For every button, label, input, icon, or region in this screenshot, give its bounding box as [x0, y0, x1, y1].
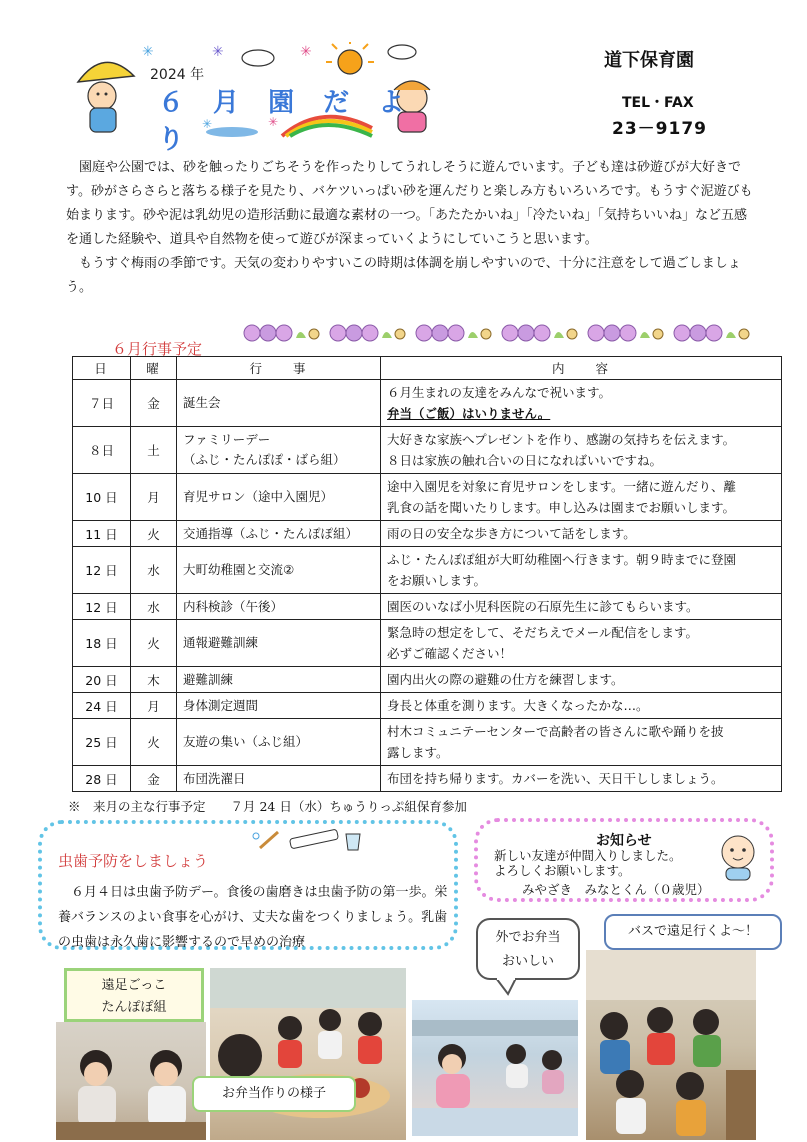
- event-line-1: 避難訓練: [183, 671, 234, 687]
- content-line-1: 雨の日の安全な歩き方について話をします。: [387, 526, 636, 541]
- svg-text:✳: ✳: [212, 44, 224, 60]
- cell-content: [381, 427, 782, 474]
- cell-content: [381, 693, 782, 719]
- cell-weekday: 水: [131, 547, 177, 594]
- event-line-1: 内科検診（午後）: [183, 598, 284, 614]
- content-line-1: 途中入園児を対象に育児サロンをします。一緒に遊んだり、離: [387, 479, 737, 494]
- cell-weekday: 金: [131, 380, 177, 427]
- cell-day: 18 日: [73, 620, 131, 667]
- content-line-2: 弁当（ご飯）はいりません。: [387, 406, 551, 421]
- cell-day: ８日: [73, 427, 131, 474]
- content-line-1: ふじ・たんぽぽ組が大町幼稚園へ行きます。朝９時までに登園: [387, 552, 737, 567]
- photo-bus-trip: [586, 950, 756, 1140]
- cell-event: [177, 766, 381, 792]
- svg-text:✳: ✳: [268, 115, 279, 129]
- cell-event: [177, 719, 381, 766]
- label-bento-making: お弁当作りの様子: [192, 1076, 356, 1112]
- notice-title: お知らせ: [596, 833, 652, 849]
- schedule-row: [73, 474, 782, 521]
- content-line-2: 露します。: [387, 745, 449, 760]
- cell-event: [177, 380, 381, 427]
- children-photo: [586, 950, 756, 1140]
- schedule-row: [73, 521, 782, 547]
- tel-fax-number: 23－9179: [612, 119, 707, 139]
- cell-event: [177, 427, 381, 474]
- speech-bubble-outside-bento: [476, 918, 580, 980]
- cell-event: [177, 547, 381, 594]
- event-line-1: 身体測定週間: [183, 697, 259, 713]
- schedule-row: [73, 667, 782, 693]
- cell-content: [381, 620, 782, 667]
- notice-sign: みやざき みなとくん（０歳児）: [522, 882, 710, 897]
- cell-content: [381, 766, 782, 792]
- cell-content: [381, 719, 782, 766]
- label-bus-trip: バスで遠足行くよ～！: [604, 914, 782, 950]
- intro-paragraph-1: 園庭や公園では、砂を触ったりごちそうを作ったりしてうれしそうに遊んでいます。子ども達は砂遊びが大好きです。砂がさらさらと落ちる様子を見たり、バケツいっぱい砂を運んだりと楽しみ方もいろいろです。もうすぐ泥遊びも始まります。砂や泥は乳幼児の造形活動に最適な素材の一つ。「あたたかいね」「冷たいね」「気持ちいいね」など五感を通した経験や、道具や自然物を使って遊びが深まっていくようにしていこうと思います。: [66, 160, 753, 247]
- toothbrush-icon: [246, 826, 366, 854]
- content-line-1: 村木コミュニテーセンターで高齢者の皆さんに歌や踊りを披: [387, 724, 724, 739]
- event-line-1: 交通指導（ふじ・たんぽぽ組）: [183, 525, 359, 541]
- schedule-row: [73, 766, 782, 792]
- cell-event: [177, 667, 381, 693]
- svg-text:✳: ✳: [142, 44, 154, 60]
- cell-content: [381, 667, 782, 693]
- content-line-2: 乳食の話を聞いたりします。申し込みは園までお願いします。: [387, 500, 736, 515]
- cell-weekday: 火: [131, 620, 177, 667]
- cell-event: [177, 521, 381, 547]
- header-content: 内 容: [381, 357, 782, 380]
- content-line-1: ６月生まれの友達をみんなで祝います。: [387, 385, 612, 400]
- event-line-1: 通報避難訓練: [183, 635, 259, 650]
- schedule-header-row: [73, 357, 782, 380]
- cell-weekday: 火: [131, 719, 177, 766]
- label-ensoku-line-2: たんぽぽ組: [101, 1000, 167, 1015]
- cell-day: 20 日: [73, 667, 131, 693]
- label-ensoku-gokko: [64, 968, 204, 1022]
- content-line-1: 布団を持ち帰ります。カバーを洗い、天日干ししましょう。: [387, 771, 724, 786]
- schedule-row: [73, 547, 782, 594]
- page-title: ６ 月 園 だ よ り: [158, 88, 415, 155]
- cell-content: [381, 380, 782, 427]
- notice-body: [494, 848, 682, 878]
- cell-weekday: 月: [131, 474, 177, 521]
- children-photo: [210, 968, 406, 1140]
- event-line-1: 誕生会: [183, 395, 221, 410]
- cell-weekday: 金: [131, 766, 177, 792]
- event-line-1: ファミリーデー: [183, 432, 271, 447]
- cell-content: [381, 474, 782, 521]
- flower-border-decoration: [238, 322, 754, 344]
- event-line-1: 大町幼稚園と交流②: [183, 562, 295, 577]
- cell-weekday: 土: [131, 427, 177, 474]
- cell-event: [177, 620, 381, 667]
- cell-weekday: 水: [131, 594, 177, 620]
- content-line-1: 園内出火の際の避難の仕方を練習します。: [387, 672, 624, 687]
- cell-day: 28 日: [73, 766, 131, 792]
- schedule-row: [73, 620, 782, 667]
- cell-event: [177, 594, 381, 620]
- tooth-title: 虫歯予防をしましょう: [58, 852, 209, 870]
- notice-box: [474, 818, 774, 902]
- content-line-2: 必ずご確認ください！: [387, 646, 513, 661]
- cell-weekday: 月: [131, 693, 177, 719]
- photo-bento-making: [210, 968, 406, 1140]
- content-line-2: をお願いします。: [387, 573, 487, 588]
- schedule-row: [73, 427, 782, 474]
- schedule-table: [72, 356, 782, 792]
- baby-illustration: [714, 830, 762, 882]
- bubble-line-2: おいしい: [501, 954, 554, 969]
- cell-day: 12 日: [73, 594, 131, 620]
- tooth-body: ６月４日は虫歯予防デー。食後の歯磨きは虫歯予防の第一歩。栄養バランスのよい食事を心がけ、丈夫な歯をつくりましょう。乳歯の虫歯は永久歯に影響するので早めの治療: [58, 885, 448, 950]
- cell-day: 24 日: [73, 693, 131, 719]
- children-photo: [56, 1022, 206, 1140]
- schedule-row: [73, 594, 782, 620]
- notice-line-2: よろしくお願いします。: [494, 863, 631, 878]
- tel-fax-label: TEL・FAX: [622, 95, 694, 111]
- cell-content: [381, 547, 782, 594]
- photo-outside-bento: [412, 1000, 578, 1136]
- cell-weekday: 火: [131, 521, 177, 547]
- cell-day: 25 日: [73, 719, 131, 766]
- content-line-1: 緊急時の想定をして、そだちえでメール配信をします。: [387, 625, 699, 640]
- svg-text:✳: ✳: [202, 117, 213, 131]
- children-photo: [412, 1000, 578, 1136]
- banner-year: 2024 年: [150, 67, 205, 83]
- content-line-1: 身長と体重を測ります。大きくなったかな…。: [387, 698, 649, 713]
- cell-weekday: 木: [131, 667, 177, 693]
- intro-text: [66, 156, 756, 300]
- cell-content: [381, 594, 782, 620]
- newsletter-banner: [72, 42, 452, 155]
- content-line-1: 園医のいなば小児科医院の石原先生に診てもらいます。: [387, 599, 699, 614]
- header-day: 日: [73, 357, 131, 380]
- cell-day: 12 日: [73, 547, 131, 594]
- intro-paragraph-2: もうすぐ梅雨の季節です。天気の変わりやすいこの時期は体調を崩しやすいので、十分に注意をして過ごしましょう。: [66, 256, 741, 295]
- cell-day: ７日: [73, 380, 131, 427]
- schedule-row: [73, 693, 782, 719]
- cell-day: 11 日: [73, 521, 131, 547]
- header-event: 行 事: [177, 357, 381, 380]
- header-weekday: 曜: [131, 357, 177, 380]
- next-month-note: ※ 来月の主な行事予定 ７月 24 日（水）ちゅうりっぷ組保育参加: [68, 799, 467, 814]
- school-name: 道下保育園: [604, 50, 694, 71]
- schedule-row: [73, 380, 782, 427]
- cell-event: [177, 693, 381, 719]
- label-ensoku-line-1: 遠足ごっこ: [101, 978, 167, 993]
- photo-ensoku-gokko: [56, 1022, 206, 1140]
- cell-event: [177, 474, 381, 521]
- schedule-row: [73, 719, 782, 766]
- bubble-line-1: 外でお弁当: [495, 930, 561, 945]
- content-line-1: 大好きな家族へプレゼントを作り、感謝の気持ちを伝えます。: [387, 432, 736, 447]
- notice-line-1: 新しい友達が仲間入りしました。: [494, 848, 682, 863]
- event-line-1: 布団洗濯日: [183, 770, 246, 786]
- content-line-2: ８日は家族の触れ合いの日になればいいですね。: [387, 453, 663, 468]
- event-line-2: （ふじ・たんぽぽ・ばら組）: [183, 452, 346, 467]
- svg-text:✳: ✳: [300, 44, 312, 60]
- schedule-title: ６月行事予定: [112, 340, 203, 358]
- event-line-1: 友遊の集い（ふじ組）: [183, 734, 309, 749]
- speech-bubble-tail: [494, 978, 520, 996]
- event-line-1: 育児サロン（途中入園児）: [183, 489, 334, 504]
- cell-content: [381, 521, 782, 547]
- cell-day: 10 日: [73, 474, 131, 521]
- tooth-care-box: [38, 820, 458, 950]
